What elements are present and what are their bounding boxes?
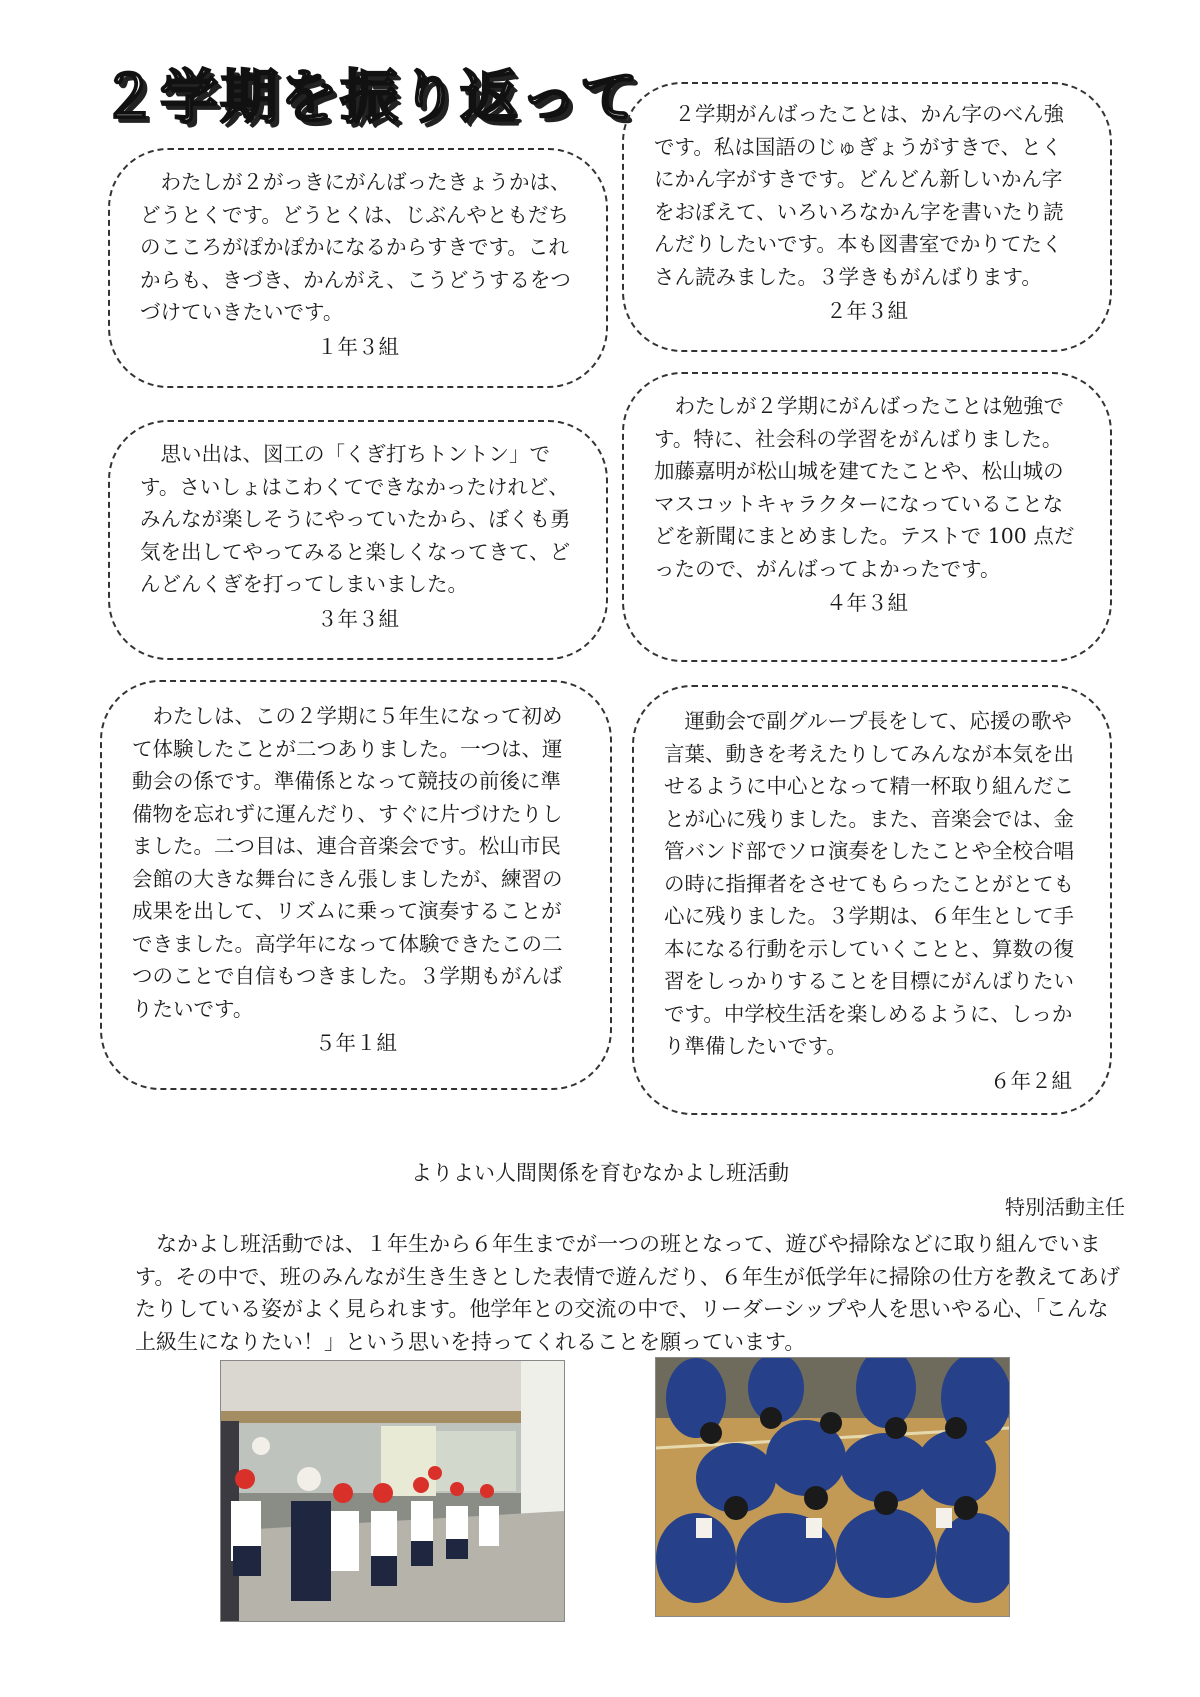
reflection-box-grade4 <box>622 372 1112 662</box>
photo-group-circle-image <box>656 1358 1009 1616</box>
reflection-text: ２学期がんばったことは、かん字のべん強です。私は国語のじゅぎょうがすきで、とくにかん字がすきです。どんどん新しいかん字をおぼえて、いろいろなかん字を書いたり読んだりしたいです。本も図書室でかりてたくさん読みました。３学きもがんばります。 <box>654 102 1064 289</box>
reflection-box-grade1 <box>108 148 608 388</box>
reflection-text: 思い出は、図工の「くぎ打ちトントン」です。さいしょはこわくてできなかったけれど、みんなが楽しそうにやっていたから、ぼくも勇気を出してやってみると楽しくなってきて、どんどんくぎを打ってしまいました。 <box>140 442 571 596</box>
class-label: １年３組 <box>317 334 399 359</box>
section-author: 特別活動主任 <box>1005 1195 1125 1219</box>
page-title: ２学期を振り返って <box>100 63 641 131</box>
photo-hallway-walk-image <box>221 1361 564 1621</box>
reflection-box-grade5 <box>100 680 612 1090</box>
section-heading: よりよい人間関係を育むなかよし班活動 <box>411 1161 789 1185</box>
photo-hallway-walk <box>220 1360 565 1622</box>
reflection-box-grade6 <box>632 685 1112 1115</box>
reflection-box-grade2 <box>622 82 1112 352</box>
section-body: なかよし班活動では、１年生から６年生までが一つの班となって、遊びや掃除などに取り組んでいます。その中で、班のみんなが生き生きとした表情で遊んだり、６年生が低学年に掃除の仕方を教えてあげたりしている姿がよく見られます。他学年との交流の中で、リーダーシップや人を思いやる心、「こんな上級生になりたい！」という思いを持ってくれることを願っています。 <box>135 1232 1120 1354</box>
reflection-text: わたしは、この２学期に５年生になって初めて体験したことが二つありました。一つは、運動会の係です。準備係となって競技の前後に準備物を忘れずに運んだり、すぐに片づけたりしました。二つ目は、連合音楽会です。松山市民会館の大きな舞台にきん張しましたが、練習の成果を出して、リズムに乗って演奏することができました。高学年になって体験できたこの二つのことで自信もつきました。３学期もがんばりたいです。 <box>132 704 563 1021</box>
class-label: ５年１組 <box>315 1031 397 1055</box>
reflection-text: わたしが２学期にがんばったことは勉強です。特に、社会科の学習をがんばりました。加藤嘉明が松山城を建てたことや、松山城のマスコットキャラクターになっていることなどを新聞にまとめました。テストで 100 点だったので、がんばってよかったです。 <box>654 394 1075 581</box>
photo-group-circle <box>655 1357 1010 1617</box>
reflection-text: 運動会で副グループ長をして、応援の歌や言葉、動きを考えたりしてみんなが本気を出せるように中心となって精一杯取り組んだことが心に残りました。また、音楽会では、金管バンド部でソロ演奏をしたことや全校合唱の時に指揮者をさせてもらったことがとても心に残りました。３学期は、６年生として手本になる行動を示していくことと、算数の復習をしっかりすることを目標にがんばりたいです。中学校生活を楽しめるように、しっかり準備したいです。 <box>664 709 1074 1058</box>
class-label: ２年３組 <box>826 299 908 323</box>
class-label: ４年３組 <box>826 591 908 615</box>
reflection-text: わたしが２がっきにがんばったきょうかは、どうとくです。どうとくは、じぶんやともだちのこころがぽかぽかになるからすきです。これからも、きづき、かんがえ、こうどうするをつづけていきたいです。 <box>140 170 571 324</box>
reflection-box-grade3 <box>108 420 608 660</box>
class-label: ６年２組 <box>990 1068 1072 1093</box>
class-label: ３年３組 <box>317 606 399 631</box>
